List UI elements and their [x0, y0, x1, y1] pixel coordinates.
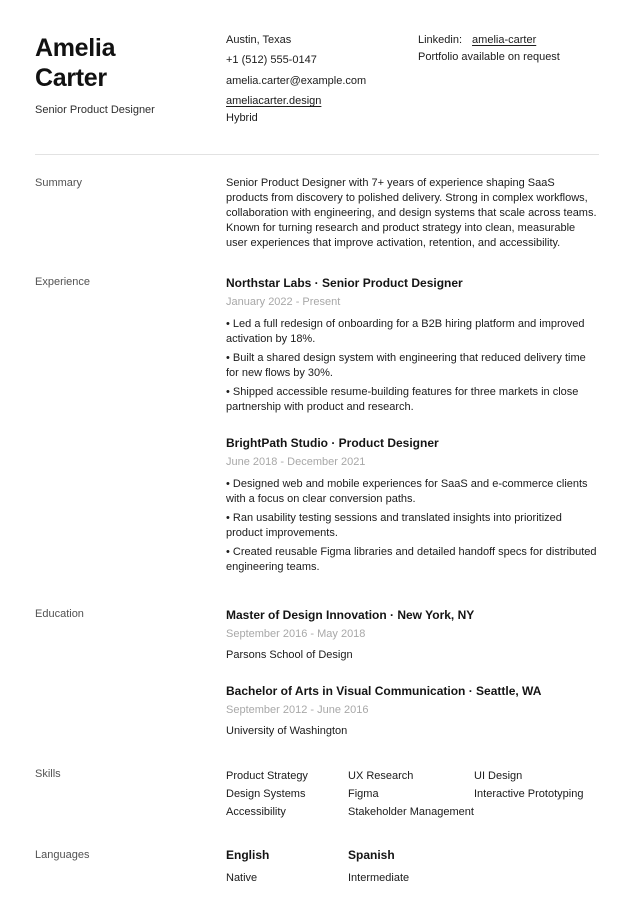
summary-paragraph: Known for turning research and product strategy into clean, measurable user experiences that improve activation, retention, and accessibility. — [226, 222, 576, 249]
job-title: Northstar Labs · Senior Product Designer — [226, 276, 463, 290]
job-bullets — [226, 477, 599, 575]
skill-item: Accessibility — [226, 806, 286, 818]
job-entry — [226, 435, 599, 575]
skills-column — [226, 767, 348, 821]
linkedin-line — [418, 33, 599, 48]
portfolio-note: Portfolio available on request — [418, 51, 560, 63]
summary-text — [226, 176, 599, 251]
language-name: English — [226, 848, 270, 862]
job-dates: January 2022 - Present — [226, 296, 341, 308]
skill-item: Interactive Prototyping — [474, 788, 584, 800]
degree-title: Master of Design Innovation · New York, NY — [226, 608, 475, 622]
skill-item: Figma — [348, 788, 379, 800]
contact-phone: +1 (512) 555-0147 — [226, 54, 317, 66]
degree-dates: September 2012 - June 2016 — [226, 704, 369, 716]
job-entry — [226, 275, 599, 415]
candidate-headline: Senior Product Designer — [35, 104, 155, 116]
skill-item: Design Systems — [226, 788, 306, 800]
section-summary — [35, 176, 599, 251]
candidate-name-line1: Amelia — [35, 34, 116, 62]
website-link[interactable]: ameliacarter.design — [226, 95, 322, 107]
linkedin-link[interactable]: amelia-carter — [472, 34, 537, 46]
language-name: Spanish — [348, 848, 395, 862]
job-bullet: • Shipped accessible resume-building features for three markets in close partnership with product and research. — [226, 385, 599, 415]
job-bullet: • Ran usability testing sessions and translated insights into prioritized product improvements. — [226, 511, 599, 541]
skill-item: Product Strategy — [226, 770, 308, 782]
degree-school: Parsons School of Design — [226, 649, 353, 661]
job-bullet: • Led a full redesign of onboarding for a B2B hiring platform and improved activation by 18%. — [226, 317, 599, 347]
education-entries — [226, 607, 599, 739]
skills-column — [348, 767, 474, 821]
languages-grid — [226, 848, 599, 886]
languages-label: Languages — [35, 849, 90, 861]
job-bullet: • Built a shared design system with engineering that reduced delivery time for new flows by 30%. — [226, 351, 599, 381]
language-level: Native — [226, 872, 258, 884]
language-entry — [348, 848, 599, 886]
contact-email: amelia.carter@example.com — [226, 75, 367, 87]
summary-paragraph: Senior Product Designer with 7+ years of experience shaping SaaS products from discovery to polished delivery. Strong in complex workflows, collaboration with engineering, and design systems that scale across teams. — [226, 177, 597, 219]
summary-label: Summary — [35, 177, 83, 189]
degree-dates: September 2016 - May 2018 — [226, 628, 366, 640]
section-experience — [35, 275, 599, 579]
resume-header — [35, 33, 599, 131]
links-block — [418, 33, 599, 131]
degree-entry — [226, 607, 599, 663]
section-skills — [35, 767, 599, 821]
job-bullet: • Designed web and mobile experiences for SaaS and e-commerce clients with a focus on clear conversion paths. — [226, 477, 599, 507]
candidate-name — [35, 33, 226, 93]
education-label: Education — [35, 608, 84, 620]
experience-entries — [226, 275, 599, 579]
header-divider — [35, 154, 599, 155]
skill-item: UX Research — [348, 770, 414, 782]
job-dates: June 2018 - December 2021 — [226, 456, 366, 468]
job-bullets — [226, 317, 599, 415]
contact-location: Austin, Texas — [226, 34, 292, 46]
linkedin-label: Linkedin: — [418, 34, 463, 46]
contact-work-mode: Hybrid — [226, 112, 258, 124]
identity-block — [35, 33, 226, 131]
job-bullet: • Created reusable Figma libraries and detailed handoff specs for distributed engineering teams. — [226, 545, 599, 575]
degree-school: University of Washington — [226, 725, 348, 737]
skills-grid — [226, 767, 599, 821]
language-entry — [226, 848, 348, 886]
skill-item: Stakeholder Management — [348, 806, 474, 818]
skills-label: Skills — [35, 768, 61, 780]
degree-title: Bachelor of Arts in Visual Communication · Seattle, WA — [226, 684, 542, 698]
language-level: Intermediate — [348, 872, 410, 884]
degree-entry — [226, 683, 599, 739]
job-title: BrightPath Studio · Product Designer — [226, 436, 439, 450]
skill-item: UI Design — [474, 770, 523, 782]
candidate-name-line2: Carter — [35, 64, 107, 92]
experience-label: Experience — [35, 276, 91, 288]
section-education — [35, 607, 599, 739]
section-languages — [35, 848, 599, 886]
contact-block — [226, 33, 418, 131]
skills-column — [474, 767, 599, 821]
contact-website — [226, 94, 418, 109]
